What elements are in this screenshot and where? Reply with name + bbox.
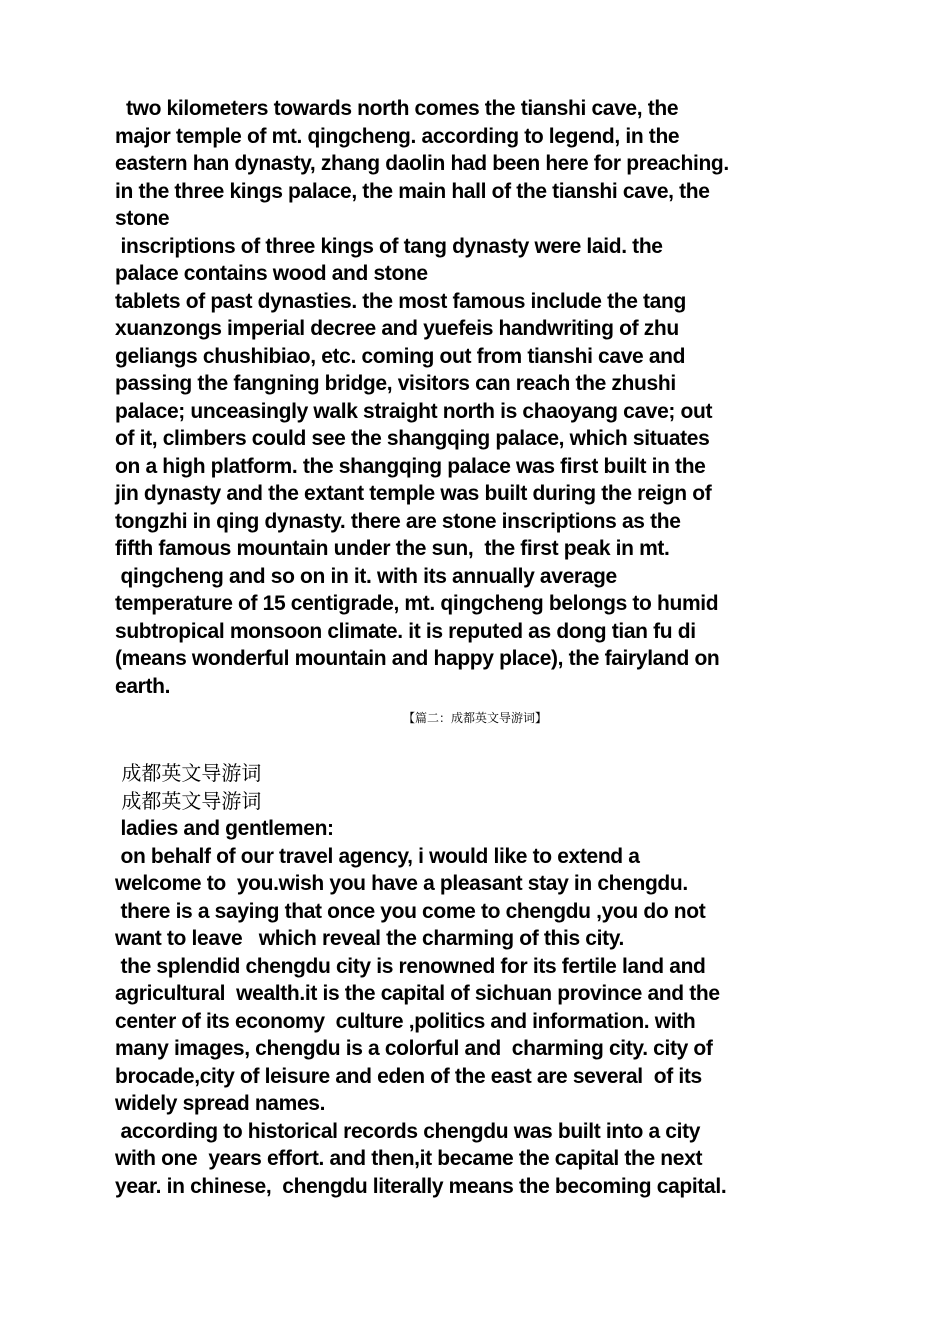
text-line: according to historical records chengdu was built into a city <box>115 1119 701 1143</box>
mt-qingcheng-paragraph <box>115 95 850 700</box>
text-line: two kilometers towards north comes the tianshi cave, the <box>115 97 679 120</box>
text-line: agricultural wealth.it is the capital of sichuan province and the <box>115 982 720 1005</box>
text-line: want to leave which reveal the charming of this city. <box>115 927 625 950</box>
text-line: of it, climbers could see the shangqing palace, which situates <box>115 427 710 450</box>
text-line: earth. <box>115 674 171 698</box>
text-line: welcome to you.wish you have a pleasant stay in chengdu. <box>115 872 688 895</box>
text-line: xuanzongs imperial decree and yuefeis handwriting of zhu <box>115 317 679 340</box>
text-line: fifth famous mountain under the sun, the first peak in mt. <box>115 537 670 560</box>
text-line: palace contains wood and stone <box>115 262 428 285</box>
text-line: palace; unceasingly walk straight north is chaoyang cave; out <box>115 399 713 423</box>
text-line: ladies and gentlemen: <box>115 817 334 840</box>
text-line: geliangs chushibiao, etc. coming out from tianshi cave and <box>115 344 686 368</box>
text-line: temperature of 15 centigrade, mt. qingcheng belongs to humid <box>115 592 719 615</box>
text-line: many images, chengdu is a colorful and charming city. city of <box>115 1037 713 1060</box>
text-line: in the three kings palace, the main hall of the tianshi cave, the <box>115 179 710 203</box>
text-line: center of its economy culture ,politics and information. with <box>115 1009 696 1033</box>
text-line: on behalf of our travel agency, i would like to extend a <box>115 844 640 868</box>
text-line: widely spread names. <box>115 1092 326 1115</box>
chinese-title-line: 成都英文导游词 <box>115 761 262 785</box>
text-line: inscriptions of three kings of tang dynasty were laid. the <box>115 234 663 258</box>
text-line: qingcheng and so on in it. with its annually average <box>115 564 617 588</box>
chengdu-guide-paragraph <box>115 760 850 1200</box>
text-line: (means wonderful mountain and happy place), the fairyland on <box>115 647 720 670</box>
text-line: tablets of past dynasties. the most famous include the tang <box>115 289 686 313</box>
text-line: major temple of mt. qingcheng. according to legend, in the <box>115 124 680 148</box>
text-line: there is a saying that once you come to chengdu ,you do not <box>115 899 706 923</box>
text-line: passing the fangning bridge, visitors can reach the zhushi <box>115 372 676 395</box>
text-line: brocade,city of leisure and eden of the east are several of its <box>115 1064 702 1088</box>
text-line: tongzhi in qing dynasty. there are stone inscriptions as the <box>115 509 681 533</box>
chinese-title-line: 成都英文导游词 <box>115 788 262 813</box>
text-line: subtropical monsoon climate. it is reputed as dong tian fu di <box>115 619 696 643</box>
text-line: on a high platform. the shangqing palace was first built in the <box>115 454 706 478</box>
text-line: year. in chinese, chengdu literally means the becoming capital. <box>115 1174 727 1198</box>
text-line: jin dynasty and the extant temple was built during the reign of <box>115 482 712 505</box>
section-heading: 【篇二：成都英文导游词】 <box>402 711 547 725</box>
text-line: eastern han dynasty, zhang daolin had been here for preaching. <box>115 152 729 175</box>
text-line: stone <box>115 207 170 230</box>
text-line: the splendid chengdu city is renowned for its fertile land and <box>115 954 706 978</box>
text-line: with one years effort. and then,it became the capital the next <box>115 1147 703 1170</box>
